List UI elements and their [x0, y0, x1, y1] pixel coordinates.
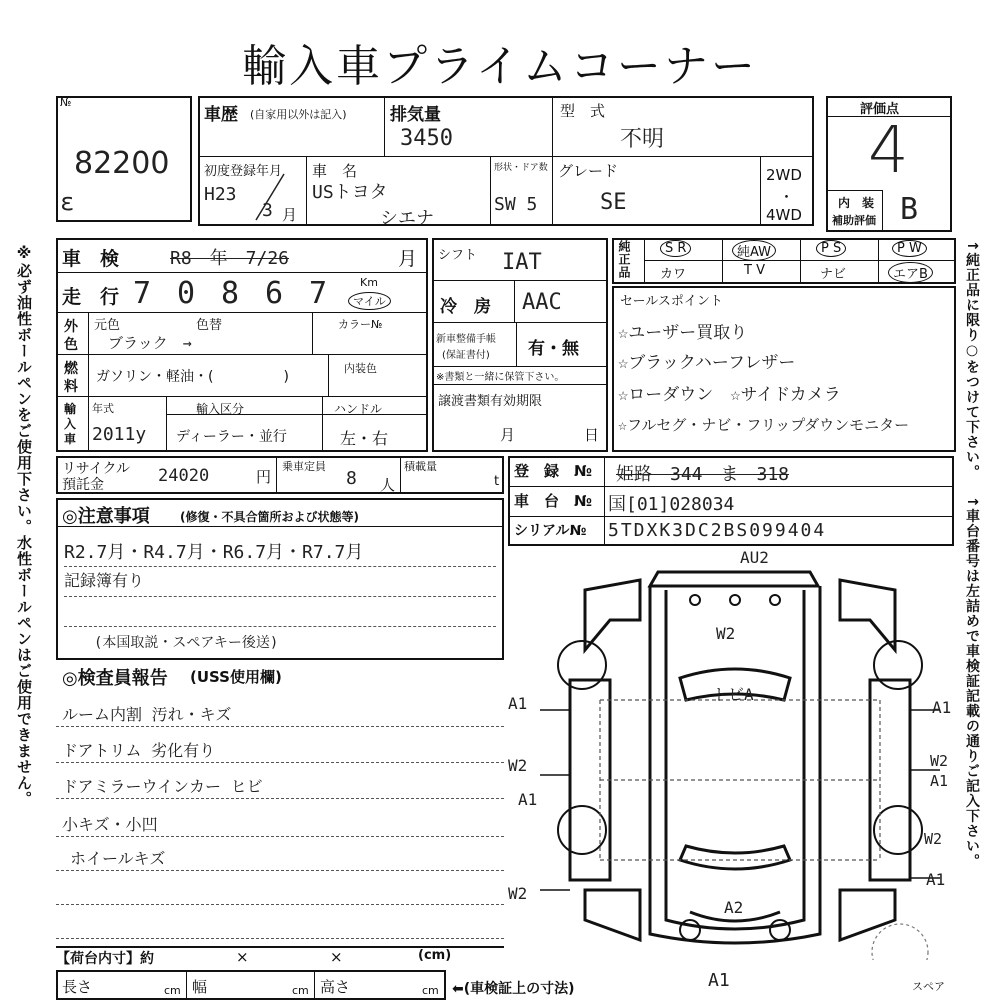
genuine-aw: 純AW [732, 240, 776, 261]
cargo-label: 【荷台内寸】約 [56, 951, 154, 967]
load-label: 積載量 [404, 460, 437, 473]
notes-line: 記録簿有り [64, 571, 145, 590]
drive-4wd: 4WD [766, 206, 802, 224]
shift-label: シフト [438, 248, 478, 263]
score-label: 評価点 [860, 102, 900, 117]
car-model-name: シエナ [380, 208, 434, 229]
inspector-line: ホイールキズ [70, 849, 166, 868]
recycle-label2: 預託金 [62, 477, 104, 493]
shift-value: IAT [502, 250, 542, 275]
mileage-digit: 0 [176, 276, 196, 311]
inspector-sub: (USS使用欄) [190, 668, 282, 686]
import-year: 2011y [92, 424, 147, 445]
mileage-digit: 7 [308, 276, 328, 311]
damage-mark: W2 [716, 624, 736, 643]
color-value: ブラック → [108, 334, 192, 352]
mileage-digit: 8 [220, 276, 240, 311]
inspector-line: ドアミラーウインカー ヒビ [62, 777, 263, 796]
capacity-label: 乗車定員 [282, 460, 326, 473]
transfer-label: 譲渡書類有効期限 [438, 394, 543, 409]
damage-mark: A1 [708, 970, 730, 991]
serial-value: 5TDXK3DC2BS099404 [608, 520, 827, 541]
cargo-table [56, 970, 446, 1000]
mileage-unit-mile: マイル [348, 292, 391, 310]
genuine-ps: P S [816, 240, 846, 257]
cargo-cm: cm [164, 984, 181, 997]
chassis-label: 車 台 № [514, 492, 593, 510]
notes-line: (本国取説・スペアキー後送) [94, 635, 279, 651]
displacement-value: 3450 [400, 126, 453, 151]
damage-mark: W2 [508, 756, 528, 775]
genuine-navi: ナビ [820, 267, 847, 282]
import-label2: 入 [64, 417, 77, 431]
color-code-label: カラー№ [338, 318, 383, 331]
damage-mark: A1 [932, 698, 952, 717]
mileage-digit: 7 [132, 276, 152, 311]
first-reg-month-unit: 月 [282, 206, 298, 224]
damage-mark: トビA [712, 685, 754, 704]
color-change-label: 色替 [196, 318, 223, 333]
interior-color-label: 内装色 [344, 362, 377, 375]
displacement-label: 排気量 [390, 105, 441, 125]
manual-value: 有・無 [528, 339, 579, 359]
cargo-note: ⬅(車検証上の寸法) [452, 981, 575, 997]
mileage-unit-km: Km [360, 276, 378, 289]
first-reg-era: H23 [204, 184, 237, 205]
import-class-value: ディーラー・並行 [176, 429, 287, 445]
side-notice-right-1: ↑純正品に限り○をつけて下さい。 [964, 240, 980, 480]
registration-value: 姫路 344 ま 318 [616, 464, 790, 485]
interior-value: B [900, 192, 919, 227]
color-orig-label: 元色 [94, 318, 121, 333]
damage-mark: A1 [930, 772, 949, 790]
damage-mark: W2 [508, 884, 528, 903]
drive-2wd: 2WD [766, 166, 802, 184]
sales-point: ☆ローダウン ☆サイドカメラ [618, 385, 841, 405]
first-reg-month: 3 [262, 200, 273, 221]
side-notice-right-2: ↑車台番号は左詰めで車検証記載の通りご記入下さい。 [964, 496, 980, 869]
side-notice-left: ※必ず油性ボールペンをご使用下さい。水性ボールペンはご使用できません。 [15, 244, 33, 807]
model-value: 不明 [620, 127, 665, 152]
notes-sub: (修復・不具合箇所および状態等) [180, 510, 359, 524]
score-value: 4 [868, 114, 909, 188]
grade-label: グレード [558, 162, 619, 180]
genuine-sr: S R [660, 240, 691, 257]
cargo-x1: × [236, 948, 249, 966]
genuine-pw: P W [892, 240, 927, 257]
damage-mark: AU2 [740, 548, 769, 567]
import-year-label: 年式 [92, 402, 114, 415]
manual-note: ※書類と一緒に保管下さい。 [436, 372, 565, 383]
sales-point: ☆ユーザー買取り [618, 323, 748, 343]
genuine-airbag: エアB [888, 262, 933, 283]
damage-mark: A2 [724, 898, 744, 917]
shape-label: 形状・ドア数 [494, 163, 548, 173]
damage-mark: W2 [924, 830, 943, 848]
color-label2: 色 [64, 337, 78, 353]
first-reg-label: 初度登録年月 [204, 164, 283, 179]
lot-mark: ε [60, 188, 75, 216]
inspection-unit: 月 [398, 248, 418, 270]
import-label1: 輸 [64, 402, 77, 416]
capacity-unit: 人 [380, 476, 396, 494]
manual-label1: 新車整備手帳 [436, 334, 496, 345]
import-handle-value: 左・右 [340, 429, 389, 448]
spare-label: スペア [912, 980, 945, 993]
cargo-cm: cm [292, 984, 309, 997]
fuel-options: ガソリン・軽油・( ) [96, 369, 289, 385]
damage-mark: A1 [518, 790, 538, 809]
history-label: 車歴 [204, 105, 238, 125]
mileage-digits [120, 276, 340, 311]
mileage-label: 走 行 [62, 286, 120, 308]
transfer-day: 日 [584, 426, 600, 444]
damage-mark: A1 [926, 870, 946, 889]
sales-points-label: セールスポイント [620, 294, 723, 309]
notes-line: R2.7月・R4.7月・R6.7月・R7.7月 [64, 542, 364, 563]
mileage-digit: 6 [264, 276, 284, 311]
cargo-unit: (cm) [418, 948, 452, 963]
sales-point: ☆フルセグ・ナビ・フリップダウンモニター [618, 416, 910, 434]
history-note: (自家用以外は記入) [250, 108, 347, 121]
inspector-line: 小キズ・小凹 [62, 815, 158, 834]
lot-number: 82200 [74, 146, 170, 181]
inspection-label: 車 検 [62, 248, 120, 270]
fuel-label2: 料 [64, 379, 78, 395]
cargo-height: 高さ [320, 978, 351, 996]
car-name-label: 車 名 [312, 162, 358, 180]
notes-heading: ◎注意事項 [62, 506, 150, 527]
ac-label: 冷 房 [440, 297, 491, 317]
capacity-value: 8 [346, 468, 357, 489]
registration-label: 登 録 № [514, 462, 593, 480]
model-label: 型 式 [560, 102, 606, 120]
grade-value: SE [600, 190, 627, 215]
transfer-month: 月 [500, 426, 516, 444]
import-label3: 車 [64, 432, 77, 446]
cargo-x2: × [330, 948, 343, 966]
inspection-value: R8 年 7/26 [170, 248, 290, 269]
recycle-value: 24020 [158, 466, 210, 486]
cargo-cm: cm [422, 984, 439, 997]
lot-no-label: № [60, 96, 72, 109]
recycle-label1: リサイクル [62, 461, 131, 477]
cargo-width: 幅 [192, 978, 208, 996]
inspector-line: ルーム内割 汚れ・キズ [62, 705, 232, 724]
serial-label: シリアル№ [514, 523, 587, 539]
sales-point: ☆ブラックハーフレザー [618, 353, 796, 373]
cargo-length: 長さ [62, 978, 93, 996]
genuine-label: 純正品 [617, 240, 631, 279]
fuel-label1: 燃 [64, 361, 78, 377]
damage-mark: A1 [508, 694, 528, 713]
inspector-heading: ◎検査員報告 [62, 668, 168, 689]
genuine-tv: T V [744, 263, 765, 278]
recycle-unit: 円 [256, 468, 272, 486]
ac-value: AAC [522, 290, 562, 315]
manual-label2: (保証書付) [442, 350, 490, 361]
interior-label2: 補助評価 [832, 214, 876, 227]
chassis-value: 国[01]028034 [608, 494, 735, 515]
inspector-line: ドアトリム 劣化有り [62, 741, 216, 760]
import-class-label: 輸入区分 [196, 402, 245, 416]
car-maker: USトヨタ [312, 182, 388, 203]
color-label1: 外 [64, 319, 78, 335]
page-title: 輸入車プライムコーナー [242, 41, 758, 92]
interior-label1: 内 装 [838, 196, 875, 210]
damage-mark: W2 [930, 752, 949, 770]
genuine-leather: カワ [660, 267, 687, 282]
import-handle-label: ハンドル [334, 402, 383, 416]
shape-value: SW 5 [494, 194, 538, 215]
load-unit: t [494, 474, 500, 489]
drive-dot: ・ [779, 188, 795, 206]
